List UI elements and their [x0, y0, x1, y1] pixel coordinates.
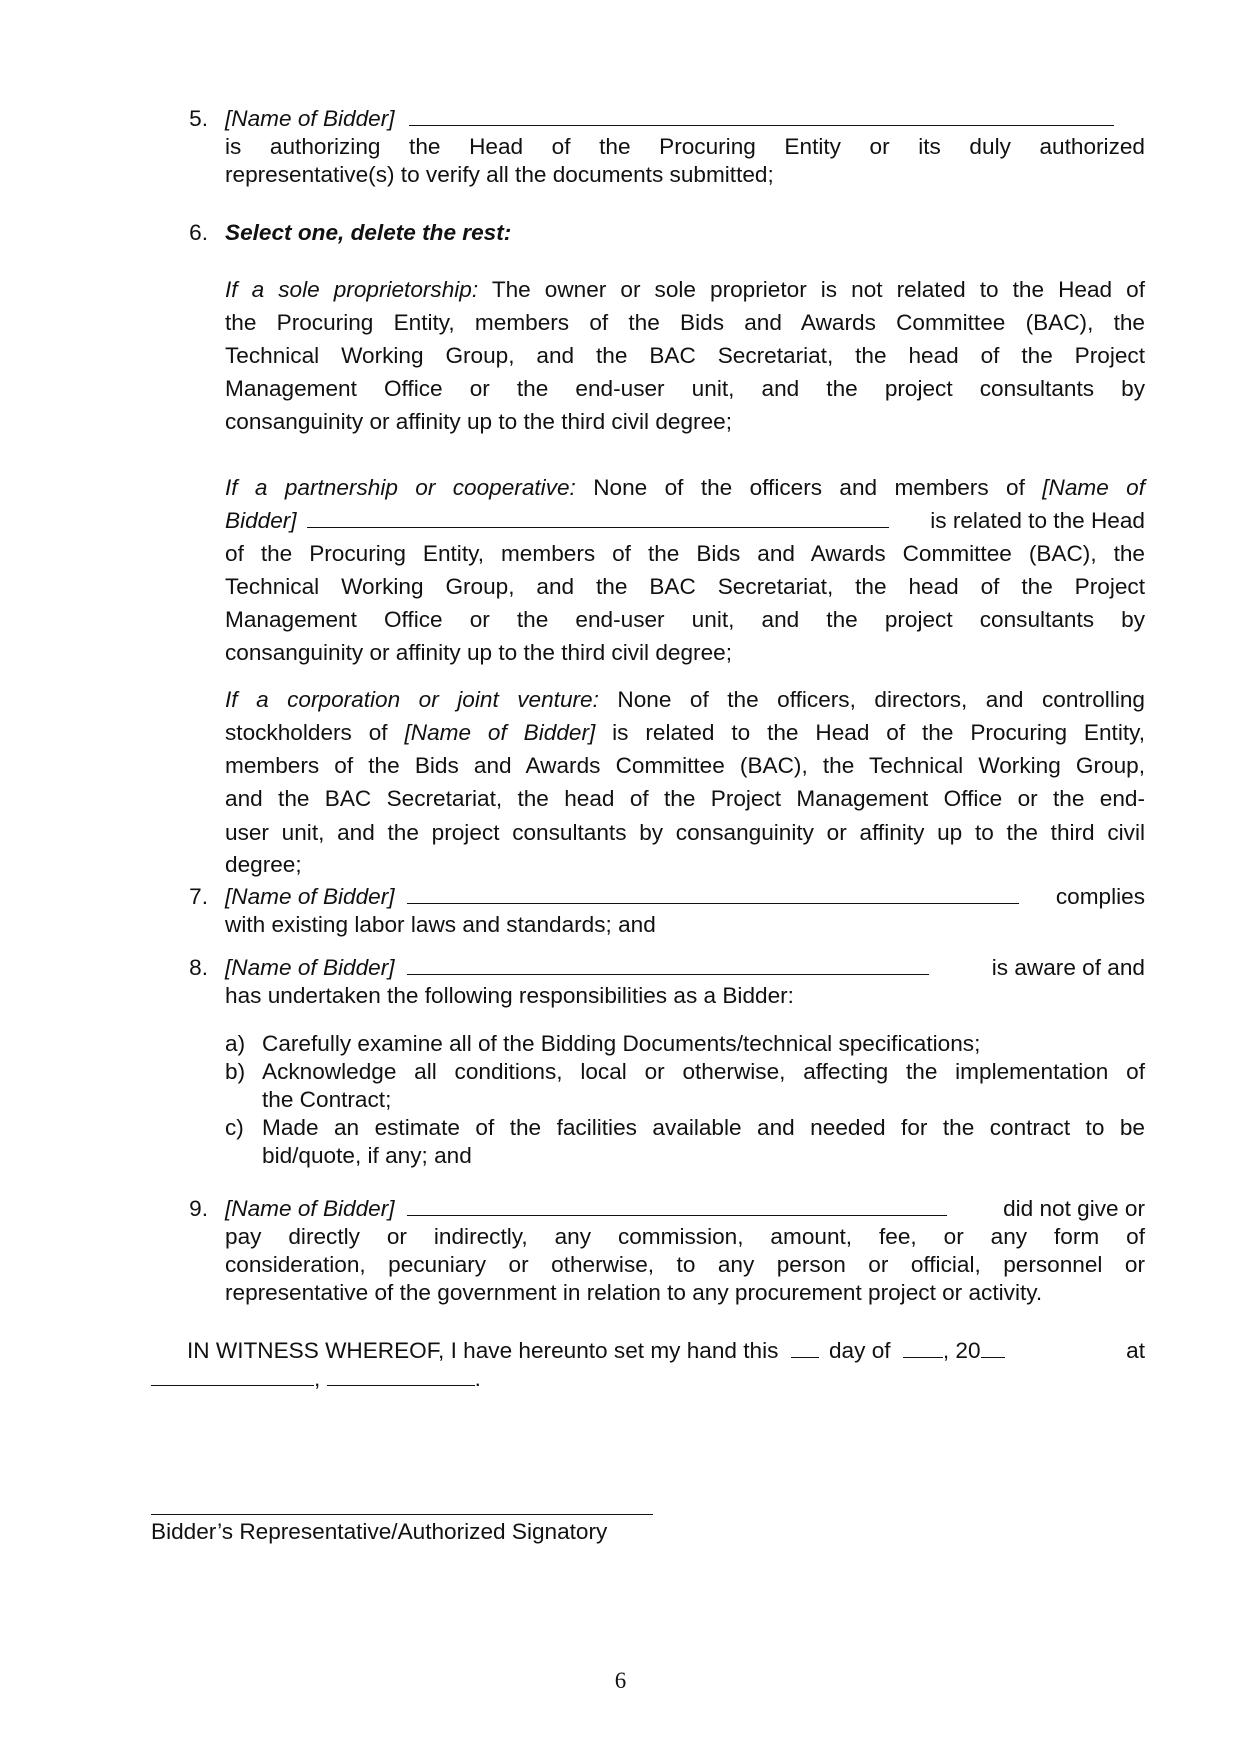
document-page: 5. [Name of Bidder] is authorizing the Head of the Procuring Entity or its duly authorized representative(s) to verify all the documents submitted; 6. Select one, delete the rest: If a sole proprietorship: The owner or sole proprietor is not related to the Head of the Procuring Entity, members of the Bids and Awards Committee (BAC), the Technical Working Group, and the BAC Secretariat, the head of the Project Management Office or the end-user unit, and the project consultants by consanguinity or affinity up to the third civil degree; If a partnership or cooperative: None of the officers and members of [Name of Bidder] is related to the Head of the Procuring Entity, members of the Bids and Awards Committee (BAC), the Technical Working Group, and the BAC Secretariat, the head of the Project Management Office or the end-user unit, and the project consultants by consanguinity or affinity up to the third civil degree; If a corporation or joint venture: None of the officers, directors, and controlling stockholders of [Name of Bidder] is related to the Head of the Procuring Entity, members of the Bids and Awards Committee (BAC), the Technical Working Group, and the BAC Secretariat, the head of the Project Management Office or the end- user unit, and the project consultants by consanguinity or affinity up to the third civil degree; 7. [Name of Bidder] complies with existing labor laws and standards; and 8. [Name of Bidder] is aware of and has undertaken the following responsibilities as a Bidder: a) Carefully examine all of the Bidding Documents/technical specifications; b) Acknowledge all conditions, local or otherwise, affecting the implementation of the Contract; c) Made an estimate of the facilities available and needed for the contract to be bid/quote, if any; and 9. [Name of Bidder] did not give or pay directly or indirectly, any commission, amount, fee, or any form of consideration, pecuniary or otherwise, to any person or official, personnel or representative of the government in relation to any procurement project or activity. IN WITNESS WHEREOF, I have hereunto set my hand this day of , 20 at , . Bidder’s Representative/Authorized Signatory 6: [0, 0, 1241, 1754]
bidder-name-placeholder: [Name of Bidder]: [225, 955, 395, 980]
bidder-name-placeholder: [Name of Bidder]: [225, 106, 395, 131]
option-lead: If a partnership or cooperative:: [225, 475, 576, 500]
option-lead: If a corporation or joint venture:: [225, 687, 599, 712]
city-blank[interactable]: [151, 1367, 314, 1386]
bidder-name-blank[interactable]: [409, 107, 1114, 126]
page-number: 6: [614, 1668, 627, 1693]
option-lead: If a sole proprietorship:: [225, 277, 479, 302]
item-5-text: is authorizing the Head of the Procuring Entity or its duly authorized: [225, 134, 1145, 159]
bidder-name-blank[interactable]: [407, 956, 929, 975]
bidder-name-blank[interactable]: [307, 509, 889, 528]
item-number: 9.: [189, 1196, 208, 1221]
bidder-name-blank[interactable]: [407, 1197, 947, 1216]
sub-item-marker: b): [225, 1059, 246, 1084]
signature-line[interactable]: [151, 1514, 653, 1515]
province-blank[interactable]: [327, 1367, 475, 1386]
item-5-text: representative(s) to verify all the documents submitted;: [225, 162, 774, 187]
sub-item-marker: c): [225, 1115, 244, 1140]
bidder-name-placeholder: [Name of Bidder]: [225, 1196, 395, 1221]
bidder-name-placeholder: [Name of Bidder]: [225, 884, 395, 909]
item-number: 6.: [189, 220, 208, 245]
year-blank[interactable]: [981, 1339, 1005, 1358]
day-blank[interactable]: [791, 1339, 819, 1358]
sub-item-marker: a): [225, 1031, 246, 1056]
signatory-label: Bidder’s Representative/Authorized Signatory: [151, 1519, 608, 1544]
item-number: 5.: [189, 106, 208, 131]
item-6-heading: Select one, delete the rest:: [225, 220, 512, 245]
item-number: 7.: [189, 884, 208, 909]
item-number: 8.: [189, 955, 208, 980]
bidder-name-blank[interactable]: [407, 885, 1019, 904]
month-blank[interactable]: [903, 1339, 943, 1358]
